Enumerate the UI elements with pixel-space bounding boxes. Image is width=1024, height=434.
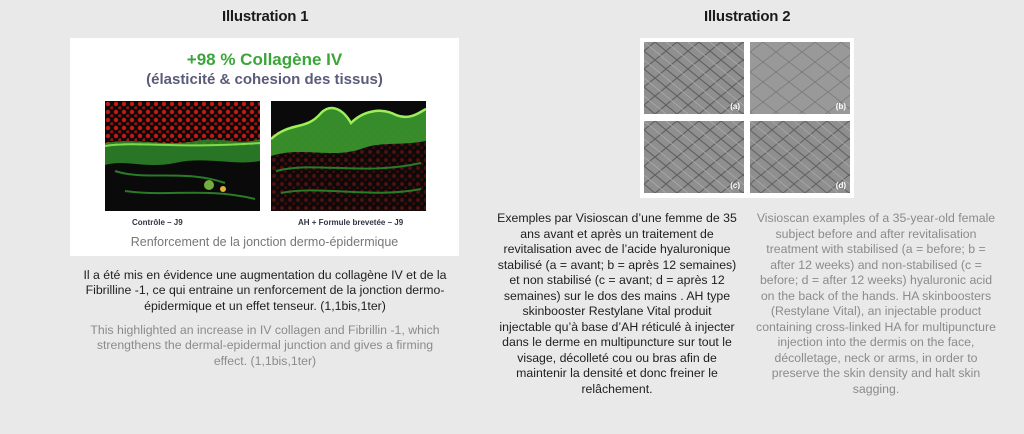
collagen-figure-footer: Renforcement de la jonction dermo-épidermique xyxy=(130,235,399,249)
visioscan-label-c: (c) xyxy=(730,181,740,190)
caption-control: Contrôle – J9 xyxy=(132,218,183,227)
visioscan-image-a xyxy=(644,42,744,114)
visioscan-image-d xyxy=(750,121,850,193)
visioscan-image-b xyxy=(750,42,850,114)
visioscan-image-c xyxy=(644,121,744,193)
illustration-1-text-fr: Il a été mis en évidence une augmentation du collagène IV et de la Fibrilline -1, ce qui entraine un renforcement de la jonction dermo-épidermique et un effet tenseur. (1,1bis,1ter) xyxy=(83,268,447,313)
micrograph-treated xyxy=(271,101,426,211)
illustration-2-text-fr: Exemples par Visioscan d’une femme de 35 ans avant et après un traitement de revitalisation avec de l’acide hyaluronique stabilisé (a = avant; b = après 12 semaines) et non stabilisé (c = avant; d = après 12 semaines) sur le dos des mains . AH type skinbooster Restylane Vital produit injectable qu’à base d’AH réticulé à injecter dans le derme en multipuncture sur tout le visage, décolleté cou ou bras afin de maintenir la densité et donc freiner le relâchement. xyxy=(497,211,737,396)
collagen-subheading: (élasticité & cohesion des tissus) xyxy=(146,71,383,88)
visioscan-label-d: (d) xyxy=(835,181,846,190)
collagen-heading: +98 % Collagène IV xyxy=(186,50,343,69)
visioscan-figure xyxy=(640,38,854,198)
illustration-1-text-en: This highlighted an increase in IV collagen and Fibrillin -1, which strengthens the dermal-epidermal junction and gives a firming effect. (1,1bis,1ter) xyxy=(90,323,440,368)
illustration-2-text-en: Visioscan examples of a 35-year-old female subject before and after revitalisation treatment with stabilised (a = before; b = after 12 weeks) and non-stabilised (c = before; d = after 12 weeks) hyaluronic acid on the back of the hands. HA skinboosters (Restylane Vital), an injectable product containing cross-linked HA for multipuncture injection into the dermis on the face, décolletage, neck or arms, in order to preserve the skin density and halt skin sagging. xyxy=(756,211,996,396)
illustration-2-title: Illustration 2 xyxy=(704,8,791,25)
micrograph-control xyxy=(105,101,260,211)
caption-treated: AH + Formule brevetée – J9 xyxy=(298,218,404,227)
illustration-1-title: Illustration 1 xyxy=(222,8,309,25)
collagen-figure xyxy=(70,38,459,256)
visioscan-label-a: (a) xyxy=(730,102,740,111)
visioscan-label-b: (b) xyxy=(835,102,846,111)
